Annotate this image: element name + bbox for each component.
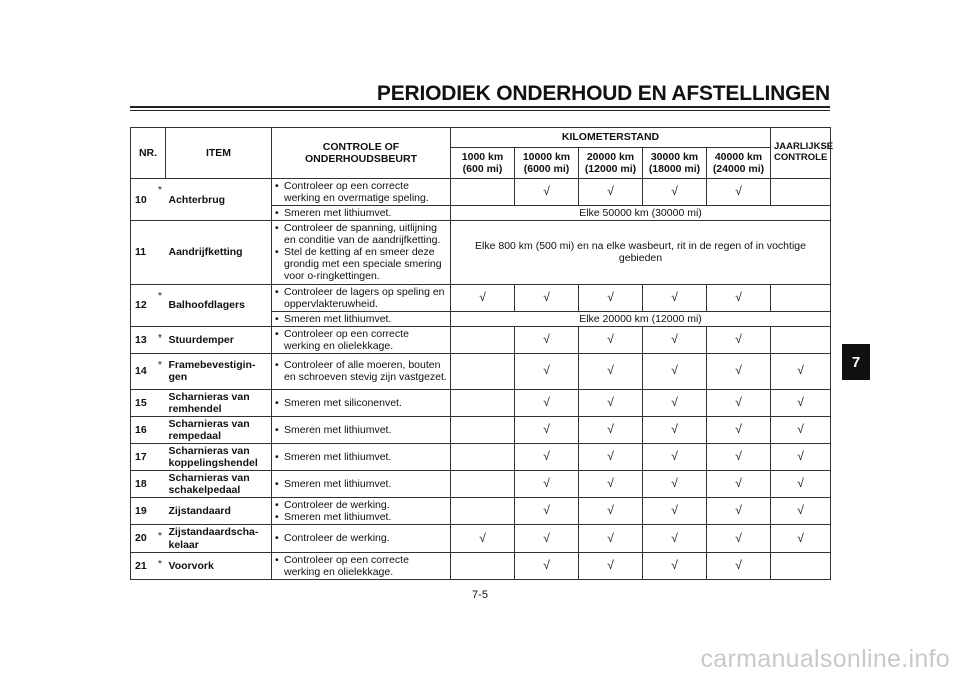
action-item: • Controleer op een correcte werking en overmatige speling.	[275, 180, 447, 204]
empty-cell	[451, 389, 515, 416]
header-jaarlijks-line1: JAARLIJKSE	[774, 141, 834, 153]
row-asterisk	[155, 444, 166, 471]
action-item: • Smeren met lithiumvet.	[275, 207, 447, 219]
row-item: Zijstandaardscha-kelaar	[166, 525, 272, 552]
row-item: Scharnieras van rempedaal	[166, 416, 272, 443]
row-item: Scharnieras van schakelpedaal	[166, 471, 272, 498]
row-asterisk: *	[155, 353, 166, 389]
check-mark: √	[771, 389, 831, 416]
header-controle: CONTROLE OF ONDERHOUDSBEURT	[272, 128, 451, 179]
row-asterisk: *	[155, 326, 166, 353]
row-action	[272, 311, 451, 326]
action-list	[275, 313, 447, 325]
header-km-3	[643, 148, 707, 179]
action-list	[275, 554, 447, 578]
check-mark: √	[515, 471, 579, 498]
empty-cell	[451, 179, 515, 206]
check-mark: √	[771, 498, 831, 525]
page-number: 7-5	[472, 589, 488, 601]
action-item: • Controleer of alle moeren, bouten en schroeven stevig zijn vastgezet.	[275, 359, 447, 383]
row-item: Achterbrug	[166, 179, 272, 221]
table-row	[131, 284, 831, 311]
check-mark: √	[579, 179, 643, 206]
action-list	[275, 478, 447, 490]
empty-cell	[771, 179, 831, 206]
header-km-line: 1000 km	[461, 150, 504, 163]
empty-cell	[771, 284, 831, 311]
check-mark: √	[643, 326, 707, 353]
row-action	[272, 284, 451, 311]
row-item: Zijstandaard	[166, 498, 272, 525]
check-mark: √	[515, 284, 579, 311]
check-mark: √	[579, 471, 643, 498]
header-km-4	[707, 148, 771, 179]
check-mark: √	[579, 498, 643, 525]
header-jaarlijks	[771, 128, 834, 179]
action-item: • Controleer de werking.	[275, 499, 447, 511]
action-item: • Smeren met lithiumvet.	[275, 511, 447, 523]
action-item: • Smeren met lithiumvet.	[275, 424, 447, 436]
action-list	[275, 359, 447, 383]
row-action	[272, 326, 451, 353]
check-mark: √	[707, 498, 771, 525]
check-mark: √	[707, 389, 771, 416]
row-action	[272, 353, 451, 389]
table-row	[131, 444, 831, 471]
header-item: ITEM	[166, 128, 272, 179]
row-action	[272, 498, 451, 525]
check-mark: √	[707, 284, 771, 311]
check-mark: √	[579, 326, 643, 353]
action-list	[275, 328, 447, 352]
check-mark: √	[515, 326, 579, 353]
row-number: 15	[131, 389, 155, 416]
row-asterisk	[155, 498, 166, 525]
check-mark: √	[451, 525, 515, 552]
empty-cell	[771, 552, 831, 579]
empty-cell	[451, 353, 515, 389]
header-km-line: (12000 mi)	[584, 163, 637, 175]
row-number: 18	[131, 471, 155, 498]
page-title: PERIODIEK ONDERHOUD EN AFSTELLINGEN	[376, 82, 830, 105]
check-mark: √	[771, 444, 831, 471]
check-mark: √	[771, 525, 831, 552]
action-list	[275, 397, 447, 409]
check-mark: √	[515, 444, 579, 471]
check-mark: √	[643, 525, 707, 552]
maintenance-table	[130, 127, 834, 580]
check-mark: √	[515, 389, 579, 416]
row-number: 10	[131, 179, 155, 221]
header-km-1	[515, 148, 579, 179]
interval-note: Elke 50000 km (30000 mi)	[451, 206, 831, 221]
row-action	[272, 389, 451, 416]
check-mark: √	[707, 416, 771, 443]
check-mark: √	[707, 525, 771, 552]
check-mark: √	[579, 444, 643, 471]
check-mark: √	[643, 498, 707, 525]
check-mark: √	[451, 284, 515, 311]
header-km-0	[451, 148, 515, 179]
row-asterisk	[155, 416, 166, 443]
action-list	[275, 532, 447, 544]
check-mark: √	[515, 525, 579, 552]
action-item: • Smeren met siliconenvet.	[275, 397, 447, 409]
table-row	[131, 389, 831, 416]
action-item: • Smeren met lithiumvet.	[275, 478, 447, 490]
row-number: 14	[131, 353, 155, 389]
action-item: • Smeren met lithiumvet.	[275, 313, 447, 325]
action-list	[275, 286, 447, 310]
action-item: • Controleer op een correcte werking en olielekkage.	[275, 554, 447, 578]
row-action	[272, 552, 451, 579]
interval-note: Elke 800 km (500 mi) en na elke wasbeurt, rit in de regen of in vochtige gebieden	[451, 221, 831, 284]
header-kilometerstand: KILOMETERSTAND	[451, 128, 771, 148]
row-number: 20	[131, 525, 155, 552]
check-mark: √	[643, 353, 707, 389]
row-action	[272, 221, 451, 284]
check-mark: √	[643, 179, 707, 206]
check-mark: √	[771, 471, 831, 498]
header-km-line: (600 mi)	[462, 163, 503, 175]
table-row	[131, 326, 831, 353]
row-asterisk: *	[155, 179, 166, 221]
row-number: 17	[131, 444, 155, 471]
empty-cell	[451, 552, 515, 579]
row-number: 13	[131, 326, 155, 353]
header-km-line: (6000 mi)	[523, 163, 570, 175]
header-km-line: 20000 km	[586, 150, 635, 163]
empty-cell	[451, 471, 515, 498]
row-action	[272, 444, 451, 471]
row-item: Balhoofdlagers	[166, 284, 272, 326]
action-item: • Controleer de lagers op speling en oppervlakteruwheid.	[275, 286, 447, 310]
row-asterisk	[155, 471, 166, 498]
check-mark: √	[579, 525, 643, 552]
check-mark: √	[643, 389, 707, 416]
check-mark: √	[579, 552, 643, 579]
header-jaarlijks-line2: CONTROLE	[774, 152, 828, 163]
row-asterisk	[155, 389, 166, 416]
watermark: carmanualsonline.info	[700, 645, 950, 673]
table-row	[131, 525, 831, 552]
check-mark: √	[771, 353, 831, 389]
action-list	[275, 451, 447, 463]
check-mark: √	[579, 284, 643, 311]
check-mark: √	[707, 552, 771, 579]
check-mark: √	[707, 353, 771, 389]
check-mark: √	[515, 179, 579, 206]
row-item: Framebevestigin-gen	[166, 353, 272, 389]
action-list	[275, 222, 447, 282]
empty-cell	[451, 498, 515, 525]
action-item: • Controleer op een correcte werking en olielekkage.	[275, 328, 447, 352]
check-mark: √	[579, 389, 643, 416]
interval-note: Elke 20000 km (12000 mi)	[451, 311, 831, 326]
header-km-line: (24000 mi)	[712, 163, 765, 175]
action-list	[275, 207, 447, 219]
row-item: Scharnieras van koppelingshendel	[166, 444, 272, 471]
header-km-line: 40000 km	[714, 150, 763, 163]
chapter-tab: 7	[842, 344, 870, 380]
table-row	[131, 498, 831, 525]
empty-cell	[451, 326, 515, 353]
action-item: • Stel de ketting af en smeer deze grondig met een speciale smering voor o-ringkettingen.	[275, 246, 447, 282]
check-mark: √	[643, 416, 707, 443]
title-rule-thin	[130, 110, 830, 111]
check-mark: √	[643, 471, 707, 498]
table-row	[131, 353, 831, 389]
row-number: 21	[131, 552, 155, 579]
header-nr: NR.	[131, 128, 166, 179]
header-km-line: 10000 km	[522, 150, 571, 163]
check-mark: √	[771, 416, 831, 443]
empty-cell	[451, 416, 515, 443]
check-mark: √	[515, 416, 579, 443]
action-item: • Smeren met lithiumvet.	[275, 451, 447, 463]
table-row	[131, 221, 831, 284]
row-number: 16	[131, 416, 155, 443]
check-mark: √	[643, 284, 707, 311]
row-number: 19	[131, 498, 155, 525]
check-mark: √	[579, 416, 643, 443]
action-item: • Controleer de spanning, uitlijning en conditie van de aandrijfketting.	[275, 222, 447, 246]
row-action	[272, 179, 451, 206]
table-row	[131, 471, 831, 498]
action-list	[275, 424, 447, 436]
row-action	[272, 471, 451, 498]
check-mark: √	[643, 444, 707, 471]
empty-cell	[451, 444, 515, 471]
check-mark: √	[643, 552, 707, 579]
check-mark: √	[515, 552, 579, 579]
row-item: Stuurdemper	[166, 326, 272, 353]
row-asterisk: *	[155, 552, 166, 579]
header-km-line: 30000 km	[650, 150, 699, 163]
row-item: Voorvork	[166, 552, 272, 579]
check-mark: √	[515, 498, 579, 525]
table-row	[131, 416, 831, 443]
row-number: 11	[131, 221, 155, 284]
row-number: 12	[131, 284, 155, 326]
action-list	[275, 499, 447, 523]
row-action	[272, 525, 451, 552]
table-row	[131, 179, 831, 206]
check-mark: √	[579, 353, 643, 389]
action-item: • Controleer de werking.	[275, 532, 447, 544]
check-mark: √	[707, 471, 771, 498]
title-rule	[130, 106, 830, 108]
row-asterisk	[155, 221, 166, 284]
row-item: Scharnieras van remhendel	[166, 389, 272, 416]
check-mark: √	[515, 353, 579, 389]
row-item: Aandrijfketting	[166, 221, 272, 284]
row-asterisk: *	[155, 525, 166, 552]
row-action	[272, 416, 451, 443]
empty-cell	[771, 326, 831, 353]
check-mark: √	[707, 326, 771, 353]
check-mark: √	[707, 444, 771, 471]
table-row	[131, 552, 831, 579]
action-list	[275, 180, 447, 204]
check-mark: √	[707, 179, 771, 206]
header-km-2	[579, 148, 643, 179]
header-km-line: (18000 mi)	[648, 163, 701, 175]
row-asterisk: *	[155, 284, 166, 326]
row-action	[272, 206, 451, 221]
